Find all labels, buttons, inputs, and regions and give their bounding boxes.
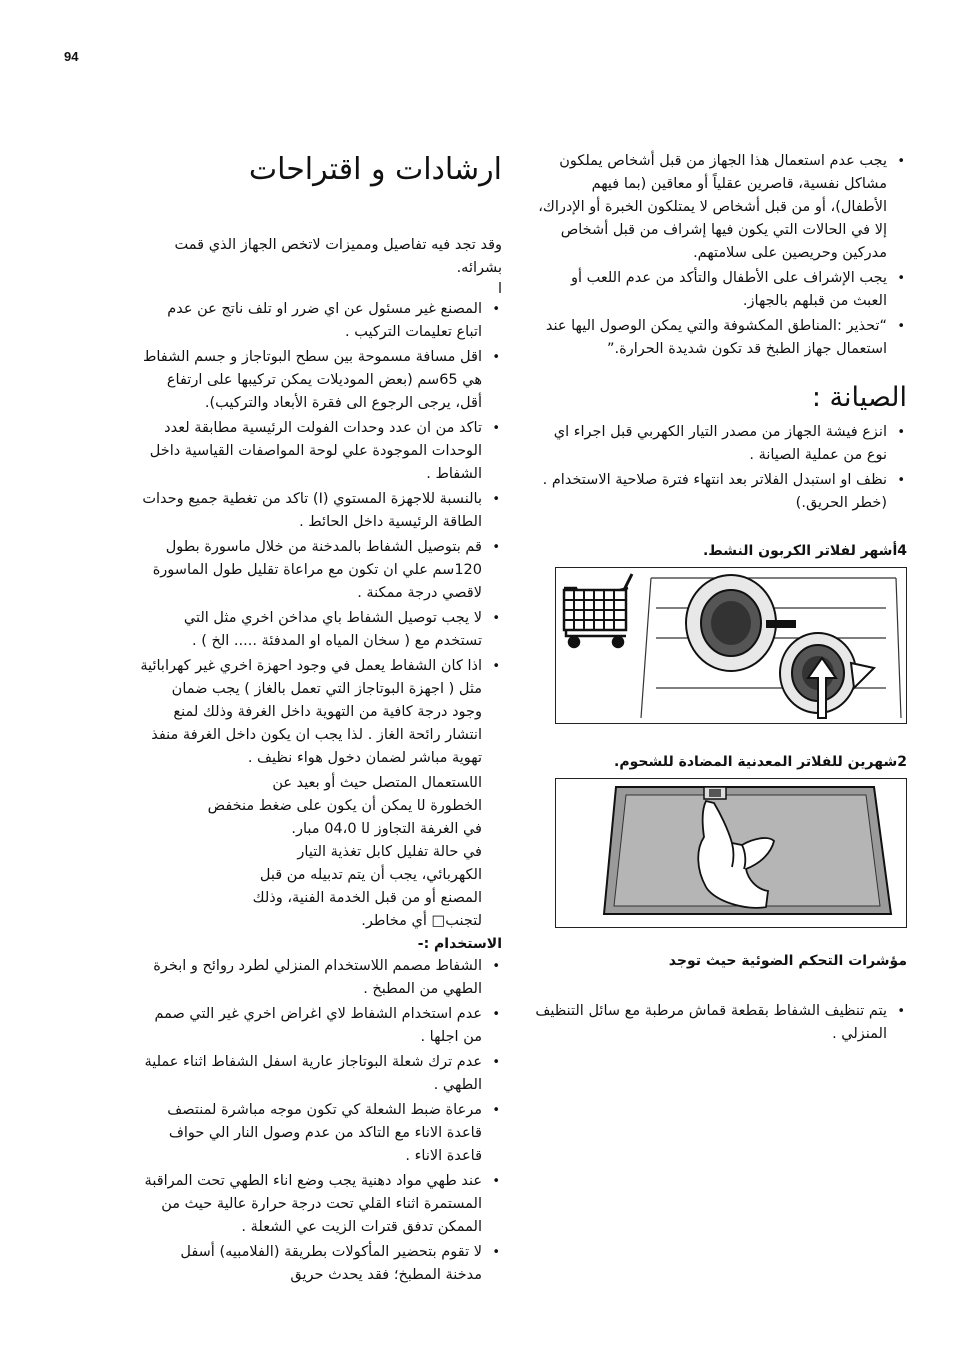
list-item: • اذا كان الشفاط يعمل في وجود احهزة اخري غير كهرابائية مثل ( اجهزة البوتاجاز التي تعمل بالغاز ) يجب ضمان وجود درجة كافية من التهوية داخل الغرفة وذلك لمنع انتشار رائحة الغاز . لذا يجب ان يكون داخل الغرفة منفذ تهوية مباشر لضمان دخول هواء نظيف . (140, 655, 502, 770)
garbled-line: ف‍ي ح‍ال‍ة ت‍ف‍ل‍ي‍ل ك‍اب‍ل ت‍غ‍ذي‍ة ال‍ت‍ي‍ار (297, 844, 482, 860)
list-item: • يجب عدم استعمال هذا الجهاز من قبل أشخاص يملكون مشاكل نفسية، قاصرين عقلياً أو معاقين (بما فيهم الأطفال)، أو من قبل أشخاص لا يمتلكون الخبرة أو الإدراك، إلا في الحالات التي يكون فيها إشراف من قبل أشخاص مدركين وحريصين على سلامتهم. (535, 150, 907, 265)
usage-list (140, 955, 502, 1287)
list-item: • قم بتوصيل الشفاط بالمدخنة من خلال ماسورة بطول 120سم علي ان تكون مع مراعاة تقليل طول الماسورة لاقصي درجة ممكنة . (140, 536, 502, 605)
intro-text: وقد تجد فيه تفاصيل ومميزات لاتخص الجهاز الذي قمت بشرائه. (174, 237, 502, 276)
installation-list (140, 298, 502, 770)
list-item: • عند طهي مواد دهنية يجب وضع اناء الطهي تحت المراقبة المستمرة اثناء القلي تحت درجة حرارة عالية حيث من الممكن تدفق قترات الزيت عي الشعلة . (140, 1170, 502, 1239)
right-column (535, 150, 907, 1048)
list-item: • انزع فيشة الجهاز من مصدر التيار الكهربي قبل اجراء اي نوع من عملية الصيانة . (535, 421, 907, 467)
cleaning-list (535, 1000, 907, 1046)
garbled-line: ف‍ي ال‍غ‍ر‍ف‍ة ال‍ت‍ج‍اوز ل‍ا 04،0 م‍ب‍ار. (291, 821, 482, 837)
garbled-line: ل‍ت‍ج‍ن‍ب□ أي م‍خ‍اط‍ر. (361, 913, 482, 929)
list-item: • عدم ترك شعلة البوتاجاز عارية اسفل الشفاط اثناء عملية الطهي . (140, 1051, 502, 1097)
list-item: • لا يجب توصيل الشفاط باي مداخن اخري مثل التي تستخدم مع ( سخان المياه او المدفئة ..... الخ ) . (140, 607, 502, 653)
list-item: • يتم تنظيف الشفاط بقطعة قماش مرطبة مع سائل التنظيف المنزلي . (535, 1000, 907, 1046)
garbled-line: ال‍م‍ص‍ن‍ع أو م‍ن ق‍ب‍ل ال‍خ‍دم‍ة ال‍ف‍ن‍ي‍ة، وذل‍ك (252, 890, 482, 906)
safety-list (535, 150, 907, 361)
usage-heading: الاستخدام :- (417, 936, 502, 952)
list-item: • الشفاط مصمم اللاستخدام المنزلي لطرد روائح و ابخرة الطهي من المطبخ . (140, 955, 502, 1001)
figure-caption-carbon: 4أشهر لفلاتر الكربون النشط. (702, 543, 907, 559)
list-item: • عدم استخدام الشفاط لاي اغراض اخري غير التي صمم من اجلها . (140, 1003, 502, 1049)
left-column (140, 150, 502, 1289)
garbled-line: ال‍ك‍ه‍رب‍ائ‍ي، ي‍ج‍ب أن ي‍ت‍م ت‍دب‍ي‍ل‍ه م‍ن ق‍ب‍ل (259, 867, 482, 883)
section-title-maintenance: الصيانة : (811, 382, 907, 413)
list-item: • “تحذير :المناطق المكشوفة والتي يمكن الوصول اليها عند استعمال جهاز الطبخ قد تكون شديدة الحرارة.” (535, 315, 907, 361)
section-title-advice: ارشادات و اقتراحات (248, 152, 502, 187)
list-item: • نظف او استبدل الفلاتر بعد انتهاء فترة صلاحية الاستخدام . (خطر الحريق.) (535, 469, 907, 515)
figure-grease-filter (555, 778, 907, 928)
garbled-line: ال‍‍ا‍س‍ت‍ع‍م‍ال ال‍م‍ت‍ص‍ل ح‍ي‍ث أو ب‍ع‍ي‍د ع‍ن (272, 775, 482, 791)
shopping-cart-icon (564, 574, 632, 647)
list-item: • مرعاة ضبط الشعلة كي تكون موجه مباشرة لمنتصف قاعدة الاناء مع التاكد من عدم وصول النار الي حواف قاعدة الاناء . (140, 1099, 502, 1168)
garbled-block (140, 772, 502, 933)
intro-mark: ا (497, 281, 502, 297)
list-item: • يجب الإشراف على الأطفال والتأكد من عدم اللعب أو العبث من قبلهم بالجهاز. (535, 267, 907, 313)
list-item: • بالنسبة للاجهزة المستوي (I) تاكد من تغطية جميع وحدات الطاقة الرئيسية داخل الحائط . (140, 488, 502, 534)
list-item: • اقل مسافة مسموحة بين سطح البوتاجاز و جسم الشفاط هي 65سم (بعض الموديلات يمكن تركيبها على ارتفاع أقل، يرجى الرجوع الى فقرة الأبعاد والتركيب). (140, 346, 502, 415)
list-item: • تاكد من ان عدد وحدات الفولت الرئيسية مطابقة لعدد الوحدات الموجودة علي لوحة المواصفات القياسية داخل الشفاط . (140, 417, 502, 486)
maintenance-list (535, 421, 907, 515)
list-item: • لا تقوم بتحضير المأكولات بطريقة (الفلامبيه) أسفل مدخنة المطبخ؛ فقد يحدث حريق (140, 1241, 502, 1287)
indicator-heading: مؤشرات التحكم الضوئية حيث توجد (668, 953, 907, 969)
figure-carbon-filter (555, 567, 907, 724)
carbon-filter-icon (686, 575, 796, 671)
figure-caption-grease: 2شهرين للفلاتر المعدنية المضادة للشحوم. (614, 754, 907, 770)
page-number: 94 (64, 49, 79, 64)
list-item: • المصنع غير مسئول عن اي ضرر او تلف ناتج عن عدم اتباع تعليمات التركيب . (140, 298, 502, 344)
garbled-line: ال‍خ‍ط‍ورة ل‍ا ي‍م‍ك‍ن أن ي‍ك‍ون ع‍ل‍ى ض‍غ‍ط م‍ن‍خ‍ف‍ض (207, 798, 482, 814)
